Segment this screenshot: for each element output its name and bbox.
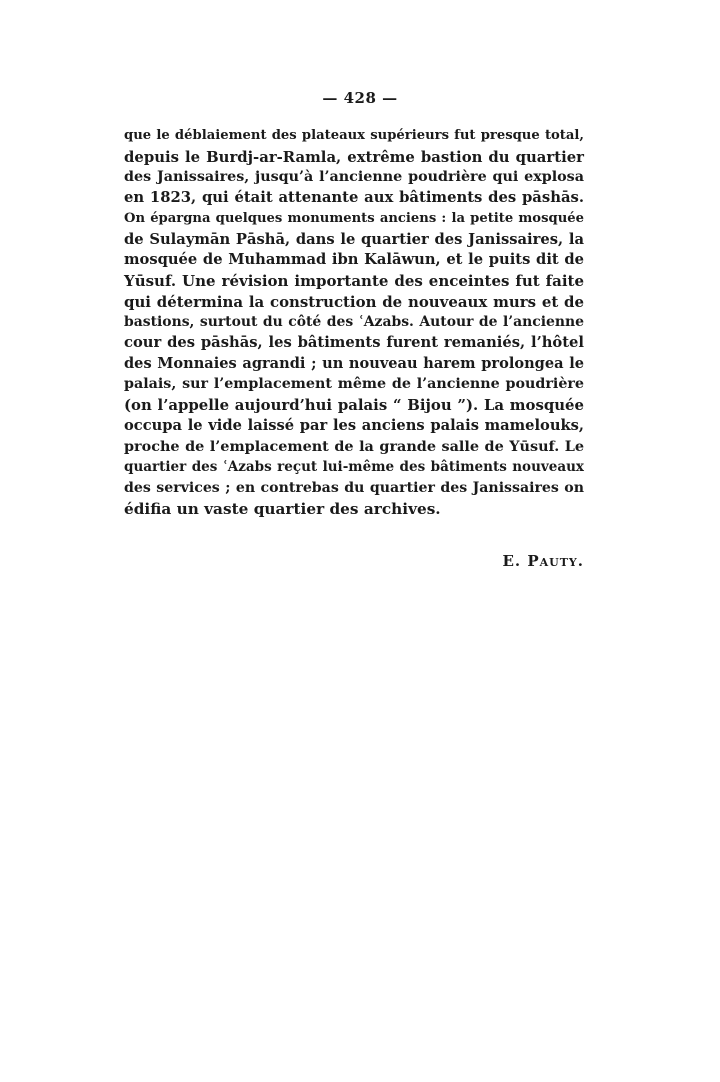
text-line: bastions, surtout du côté des ʿAzabs. Autour de l’ancienne [124, 314, 584, 331]
text-line: des services ; en contrebas du quartier des Janissaires on [124, 479, 584, 496]
text-line: des Monnaies agrandi ; un nouveau harem prolongea le [124, 354, 584, 372]
text-line: quartier des ʿAzabs reçut lui-même des bâtiments nouveaux [124, 459, 584, 476]
page-number: — 428 — [322, 89, 398, 107]
text-line: en 1823, qui était attenante aux bâtiments des pāshās. [124, 189, 584, 207]
text-line: qui détermina la construction de nouveaux murs et de [124, 292, 584, 311]
text-line: depuis le Burdj-ar-Ramla, extrême bastion du quartier [124, 147, 584, 166]
text-line: palais, sur l’emplacement même de l’ancienne poudrière [124, 376, 584, 393]
text-line: cour des pāshās, les bâtiments furent remaniés, l’hôtel [124, 334, 584, 352]
text-line: que le déblaiement des plateaux supérieurs fut presque total, [124, 128, 584, 143]
text-line: des Janissaires, jusqu’à l’ancienne poudrière qui explosa [124, 169, 584, 186]
text-line: proche de l’emplacement de la grande salle de Yūsuf. Le [124, 437, 584, 455]
author-signature: E. Pauty. [502, 552, 584, 570]
text-line: édifia un vaste quartier des archives. [124, 499, 441, 518]
text-line: (on l’appelle aujourd’hui palais “ Bijou ”). La mosquée [124, 396, 584, 415]
text-line: Yūsuf. Une révision importante des enceintes fut faite [124, 271, 584, 290]
text-line: occupa le vide laissé par les anciens palais mamelouks, [124, 416, 584, 434]
text-line: de Sulaymān Pāshā, dans le quartier des Janissaires, la [124, 230, 584, 248]
text-line: On épargna quelques monuments anciens : la petite mosquée [124, 210, 584, 226]
text-line: mosquée de Muhammad ibn Kalāwun, et le puits dit de [124, 251, 584, 269]
body-paragraph [124, 126, 584, 519]
